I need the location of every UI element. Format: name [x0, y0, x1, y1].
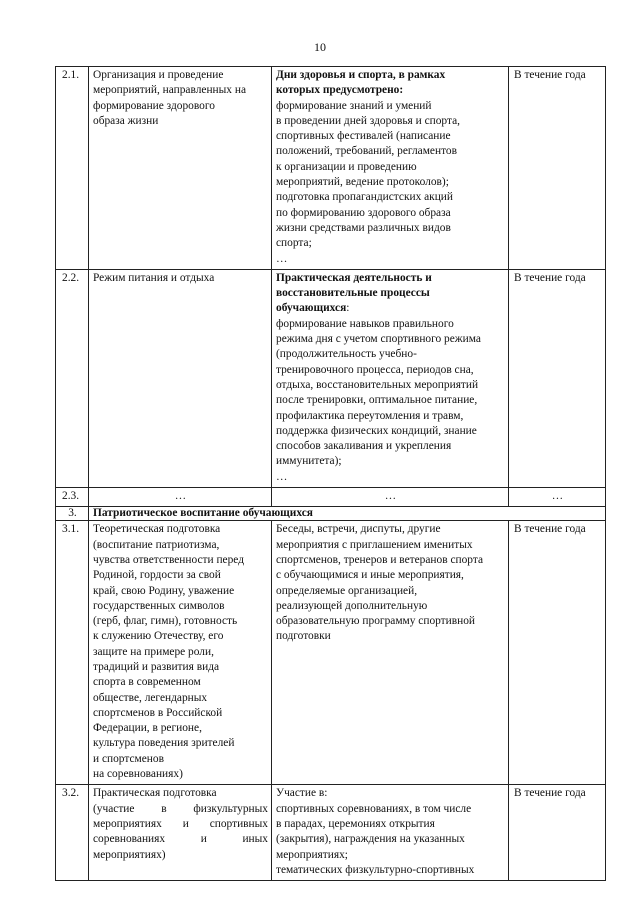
text-line: режима дня с учетом спортивного режима	[276, 333, 481, 346]
activity-term: В течение года	[509, 67, 606, 270]
activity-name	[89, 269, 272, 487]
text-line: государственных символов	[93, 599, 225, 612]
text-line: образовательную программу спортивной	[276, 615, 476, 628]
text-line: подготовка пропагандистских акций	[276, 191, 453, 204]
section-title: Патриотическое воспитание обучающихся	[89, 507, 606, 521]
text-line: отдыха, восстановительных мероприятий	[276, 378, 479, 391]
text-line: мероприятий, ведение протоколов);	[276, 176, 449, 189]
text-line: (участие в физкультурных	[93, 802, 268, 815]
activity-name: …	[89, 488, 272, 507]
activity-term: …	[509, 488, 606, 507]
activity-name	[89, 67, 272, 270]
text-line: определяемые организацией,	[276, 584, 418, 597]
table-row-3-2	[56, 785, 606, 881]
text-line: Режим питания и отдыха	[93, 271, 215, 284]
table-row-2-2	[56, 269, 606, 487]
text-line: мероприятий, направленных на	[93, 84, 247, 97]
text-line: которых предусмотрено:	[276, 84, 404, 97]
activity-content	[272, 67, 509, 270]
row-number: 2.3.	[56, 488, 89, 507]
text-line: Участие в:	[276, 787, 328, 800]
text-line: по формированию здорового образа	[276, 206, 451, 219]
table-row-3-1	[56, 521, 606, 785]
text-line: к служению Отечеству, его	[93, 630, 224, 643]
text-line: в парадах, церемониях открытия	[276, 817, 435, 830]
heading-suffix: :	[346, 302, 350, 315]
text-line: культура поведения зрителей	[93, 737, 235, 750]
content-heading	[276, 271, 505, 317]
section-number: 3.	[56, 507, 89, 521]
text-line: после тренировки, оптимальное питание,	[276, 394, 478, 407]
text-line: Теоретическая подготовка	[93, 523, 221, 536]
text-line: чувства ответственности перед	[93, 553, 245, 566]
text-line: спорта в современном	[93, 676, 201, 689]
text-line: (продолжительность учебно-	[276, 348, 417, 361]
text-line: мероприятиях и спортивных	[93, 817, 268, 830]
text-line: тематических физкультурно-спортивных	[276, 863, 475, 876]
text-line: поддержка физических кондиций, знание	[276, 424, 477, 437]
page-number: 10	[314, 40, 326, 54]
row-number: 2.1.	[56, 67, 89, 270]
activity-name	[89, 521, 272, 785]
text-line: образа жизни	[93, 114, 159, 127]
text-line: на соревнованиях)	[93, 768, 183, 781]
row-number: 3.2.	[56, 785, 89, 881]
text-line: спортсменов в Российской	[93, 706, 223, 719]
text-line: Федерации, в регионе,	[93, 722, 202, 735]
text-line: формирование здорового	[93, 99, 215, 112]
text-line: Организация и проведение	[93, 69, 224, 81]
text-line: подготовки	[276, 630, 331, 643]
text-line: (герб, флаг, гимн), готовность	[93, 615, 238, 628]
text-line: обществе, легендарных	[93, 691, 208, 704]
text-line: восстановительные процессы	[276, 287, 430, 300]
row-number: 2.2.	[56, 269, 89, 487]
text-line: к организации и проведению	[276, 160, 417, 173]
activity-content: …	[272, 488, 509, 507]
text-line: традиций и развития вида	[93, 660, 220, 673]
text-line: иммунитета);	[276, 455, 342, 468]
text-line: спортивных фестивалей (написание	[276, 130, 451, 143]
activity-content	[272, 269, 509, 487]
text-line: и спортсменов	[93, 752, 164, 765]
content-heading	[276, 68, 505, 99]
text-line: жизни средствами различных видов	[276, 221, 451, 234]
text-line: спорта;	[276, 237, 312, 250]
text-line: формирование знаний и умений	[276, 99, 432, 112]
text-line: Дни здоровья и спорта, в рамках	[276, 69, 446, 81]
text-line: Практическая деятельность и	[276, 271, 432, 284]
text-line: защите на примере роли,	[93, 645, 214, 658]
section-row-3	[56, 507, 606, 521]
text-line: Родиной, гордости за свой	[93, 569, 221, 582]
text-line: мероприятиях)	[93, 848, 166, 861]
table-row-2-3	[56, 488, 606, 507]
text-line: в проведении дней здоровья и спорта,	[276, 114, 460, 127]
text-line: край, свою Родину, уважение	[93, 584, 235, 597]
text-line: Беседы, встречи, диспуты, другие	[276, 523, 441, 536]
text-line: профилактика переутомления и травм,	[276, 409, 464, 422]
text-line: …	[276, 252, 288, 265]
activity-term: В течение года	[509, 269, 606, 487]
text-line: …	[276, 470, 288, 483]
text-line: спортсменов, тренеров и ветеранов спорта	[276, 553, 484, 566]
row-number: 3.1.	[56, 521, 89, 785]
text-line: обучающихся:	[276, 302, 350, 315]
activity-term: В течение года	[509, 785, 606, 881]
plan-table	[55, 66, 606, 881]
content-body	[276, 99, 505, 267]
activity-content	[272, 521, 509, 785]
text-line: реализующей дополнительную	[276, 599, 428, 612]
activity-term: В течение года	[509, 521, 606, 785]
text-line: тренировочного процесса, периодов сна,	[276, 363, 474, 376]
text-line: положений, требований, регламентов	[276, 145, 457, 158]
content-body	[276, 317, 505, 485]
text-line: с обучающимися и иные мероприятия,	[276, 569, 464, 582]
activity-content	[272, 785, 509, 881]
text-line: соревнованиях и иных	[93, 833, 268, 846]
table-row-2-1	[56, 67, 606, 270]
text-line: мероприятиях;	[276, 848, 348, 861]
text-line: формирование навыков правильного	[276, 317, 454, 330]
text-line: (закрытия), награждения на указанных	[276, 833, 465, 846]
activity-name	[89, 785, 272, 881]
text-line: способов закаливания и укрепления	[276, 440, 452, 453]
text-line: мероприятия с приглашением именитых	[276, 538, 473, 551]
text-line: спортивных соревнованиях, в том числе	[276, 802, 472, 815]
text-line: (воспитание патриотизма,	[93, 538, 220, 551]
text-line: Практическая подготовка	[93, 787, 217, 800]
